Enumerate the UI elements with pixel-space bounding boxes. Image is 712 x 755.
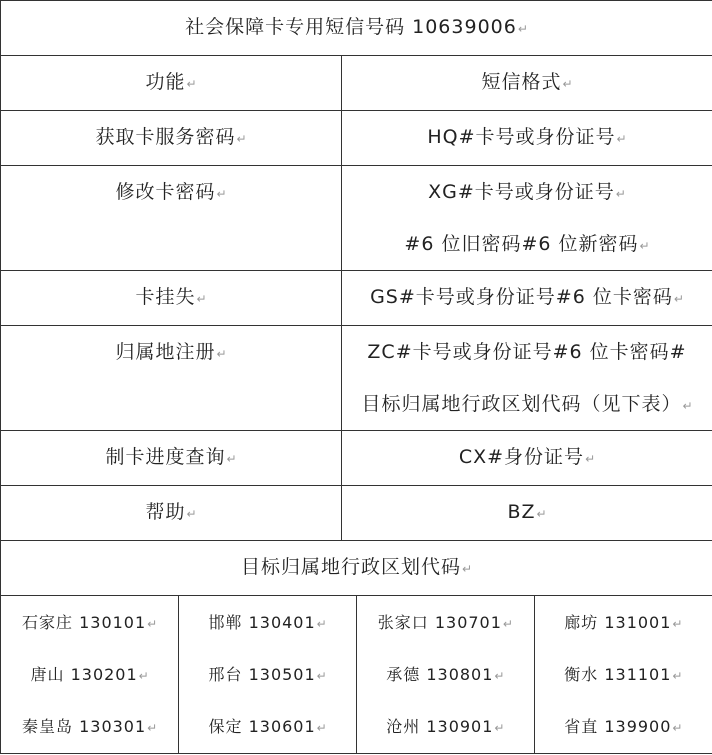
region-code: 承德 130801 <box>386 665 493 684</box>
format-cell <box>342 271 712 326</box>
header-function-cell <box>1 56 342 111</box>
paragraph-mark-icon: ↵ <box>672 669 682 683</box>
region-code: 张家口 130701 <box>378 613 502 632</box>
region-code: 衡水 131101 <box>564 665 671 684</box>
format-text: GS#卡号或身份证号#6 位卡密码 <box>370 286 673 308</box>
paragraph-mark-icon: ↵ <box>317 617 327 631</box>
codes-container <box>1 596 712 754</box>
region-code: 石家庄 130101 <box>22 613 146 632</box>
paragraph-mark-icon: ↵ <box>672 617 682 631</box>
paragraph-mark-icon: ↵ <box>616 187 626 201</box>
code-column <box>534 596 712 753</box>
paragraph-mark-icon: ↵ <box>186 77 196 91</box>
function-label: 获取卡服务密码 <box>95 126 235 148</box>
function-cell <box>1 271 342 326</box>
format-text: XG#卡号或身份证号 <box>428 181 615 203</box>
paragraph-mark-icon: ↵ <box>216 187 226 201</box>
format-cell <box>342 326 712 431</box>
table-title-row <box>1 1 712 56</box>
region-code: 唐山 130201 <box>31 665 138 684</box>
region-code: 邢台 130501 <box>209 665 316 684</box>
format-text: #6 位旧密码#6 位新密码 <box>404 233 638 255</box>
region-code: 省直 139900 <box>564 717 671 736</box>
codes-title-cell <box>1 541 712 596</box>
code-column <box>179 596 357 753</box>
function-label: 帮助 <box>145 501 185 523</box>
table-row <box>1 326 712 431</box>
paragraph-mark-icon: ↵ <box>216 347 226 361</box>
codes-title-row <box>1 541 712 596</box>
paragraph-mark-icon: ↵ <box>585 452 595 466</box>
paragraph-mark-icon: ↵ <box>617 132 627 146</box>
header-format: 短信格式 <box>481 71 561 93</box>
function-cell <box>1 166 342 271</box>
table-row <box>1 111 712 166</box>
function-label: 修改卡密码 <box>115 181 215 203</box>
codes-row <box>1 596 712 754</box>
paragraph-mark-icon: ↵ <box>503 617 513 631</box>
region-code: 邯郸 130401 <box>209 613 316 632</box>
code-column <box>1 596 179 753</box>
paragraph-mark-icon: ↵ <box>682 399 692 413</box>
paragraph-mark-icon: ↵ <box>537 507 547 521</box>
paragraph-mark-icon: ↵ <box>139 669 149 683</box>
region-code: 廊坊 131001 <box>564 613 671 632</box>
function-cell <box>1 486 342 541</box>
format-cell <box>342 486 712 541</box>
paragraph-mark-icon: ↵ <box>462 562 472 576</box>
table-row <box>1 166 712 271</box>
paragraph-mark-icon: ↵ <box>317 721 327 735</box>
function-cell <box>1 431 342 486</box>
function-cell <box>1 111 342 166</box>
table-row <box>1 431 712 486</box>
table-title-cell <box>1 1 712 56</box>
paragraph-mark-icon: ↵ <box>494 669 504 683</box>
region-code: 保定 130601 <box>209 717 316 736</box>
region-code-grid <box>1 596 712 753</box>
table-row <box>1 271 712 326</box>
format-text: 目标归属地行政区划代码（见下表） <box>361 393 681 415</box>
table-header-row <box>1 56 712 111</box>
header-format-cell <box>342 56 712 111</box>
function-label: 制卡进度查询 <box>105 446 225 468</box>
paragraph-mark-icon: ↵ <box>494 721 504 735</box>
format-cell <box>342 166 712 271</box>
function-label: 卡挂失 <box>135 286 195 308</box>
paragraph-mark-icon: ↵ <box>640 239 650 253</box>
function-cell <box>1 326 342 431</box>
code-column <box>357 596 535 753</box>
table-title: 社会保障卡专用短信号码 10639006 <box>185 16 517 38</box>
function-label: 归属地注册 <box>115 341 215 363</box>
paragraph-mark-icon: ↵ <box>226 452 236 466</box>
paragraph-mark-icon: ↵ <box>317 669 327 683</box>
paragraph-mark-icon: ↵ <box>236 132 246 146</box>
paragraph-mark-icon: ↵ <box>562 77 572 91</box>
paragraph-mark-icon: ↵ <box>672 721 682 735</box>
format-cell <box>342 111 712 166</box>
format-cell <box>342 431 712 486</box>
paragraph-mark-icon: ↵ <box>186 507 196 521</box>
format-text: CX#身份证号 <box>459 446 584 468</box>
format-text: BZ <box>507 501 535 523</box>
paragraph-mark-icon: ↵ <box>147 721 157 735</box>
paragraph-mark-icon: ↵ <box>674 292 684 306</box>
paragraph-mark-icon: ↵ <box>147 617 157 631</box>
format-text: HQ#卡号或身份证号 <box>427 126 615 148</box>
region-code: 沧州 130901 <box>386 717 493 736</box>
paragraph-mark-icon: ↵ <box>196 292 206 306</box>
format-text: ZC#卡号或身份证号#6 位卡密码# <box>367 341 686 363</box>
table-row <box>1 486 712 541</box>
header-function: 功能 <box>145 71 185 93</box>
codes-title: 目标归属地行政区划代码 <box>241 556 461 578</box>
region-code: 秦皇岛 130301 <box>22 717 146 736</box>
paragraph-mark-icon: ↵ <box>518 22 528 36</box>
